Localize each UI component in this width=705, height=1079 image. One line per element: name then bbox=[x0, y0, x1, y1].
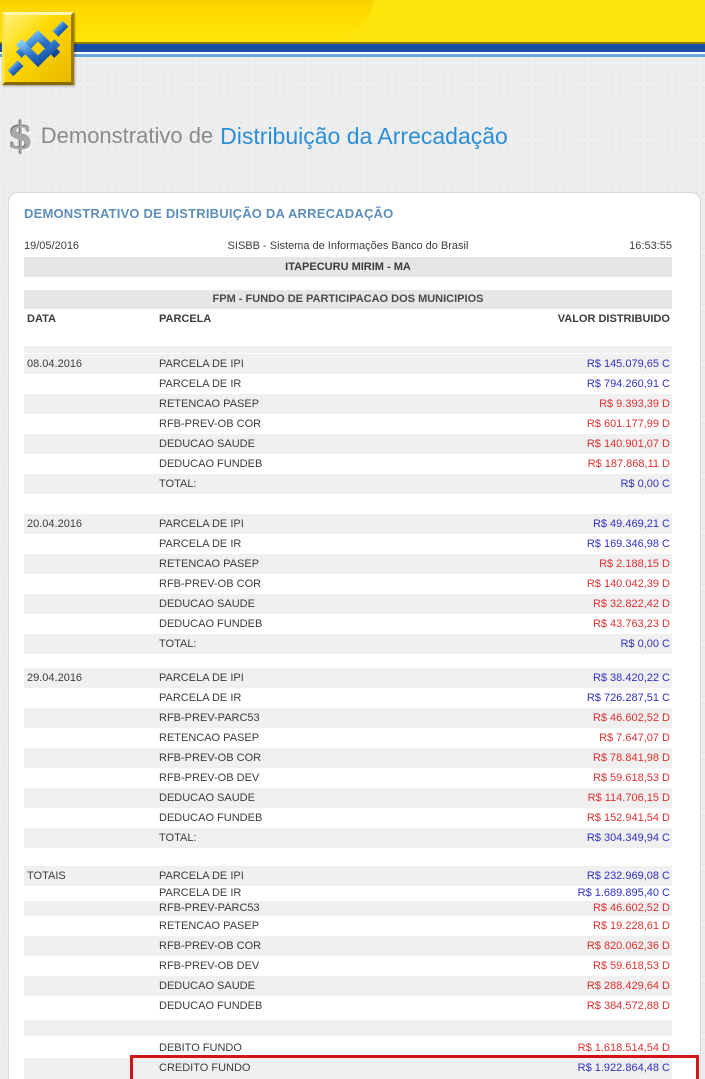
table-row bbox=[24, 688, 672, 708]
row-date: 20.04.2016 bbox=[27, 518, 83, 530]
row-date bbox=[24, 976, 159, 996]
row-value: R$ 820.062,36 D bbox=[586, 940, 670, 952]
table-blocks bbox=[24, 354, 672, 1016]
row-date bbox=[24, 594, 159, 614]
row-date bbox=[24, 534, 159, 554]
table-row bbox=[24, 808, 672, 828]
row-value: R$ 78.841,98 D bbox=[592, 752, 670, 764]
row-parcela: DEDUCAO FUNDEB bbox=[159, 1000, 263, 1012]
table-row bbox=[24, 354, 672, 374]
table-row bbox=[24, 886, 672, 901]
table-row bbox=[24, 768, 672, 788]
row-parcela: RFB-PREV-OB COR bbox=[159, 752, 262, 764]
table-row bbox=[24, 634, 672, 654]
table-row bbox=[24, 668, 672, 688]
table-column-headers bbox=[24, 309, 672, 329]
table-row bbox=[24, 866, 672, 886]
row-value: R$ 794.260,91 C bbox=[586, 378, 670, 390]
table-row bbox=[24, 708, 672, 728]
row-parcela: PARCELA DE IPI bbox=[159, 870, 244, 882]
brand-band bbox=[0, 0, 705, 42]
banco-do-brasil-logo[interactable] bbox=[2, 12, 74, 85]
row-date bbox=[24, 554, 159, 574]
row-date bbox=[24, 434, 159, 454]
row-parcela: RETENCAO PASEP bbox=[159, 558, 260, 570]
row-parcela: PARCELA DE IR bbox=[159, 887, 242, 899]
row-parcela: RFB-PREV-PARC53 bbox=[159, 902, 260, 914]
table-leading-stripe bbox=[24, 346, 672, 353]
row-parcela: PARCELA DE IPI bbox=[159, 672, 244, 684]
row-date bbox=[24, 614, 159, 634]
row-value: R$ 49.469,21 C bbox=[592, 518, 670, 530]
table-row bbox=[24, 414, 672, 434]
table-row bbox=[24, 996, 672, 1016]
row-value: R$ 304.349,94 C bbox=[586, 832, 670, 844]
column-header-parcela: PARCELA bbox=[159, 313, 212, 325]
row-date bbox=[24, 474, 159, 494]
page-title-prefix: Demonstrativo de bbox=[40, 123, 214, 148]
row-date: 29.04.2016 bbox=[27, 672, 83, 684]
table-row bbox=[24, 574, 672, 594]
date-block bbox=[24, 354, 672, 494]
row-value: R$ 38.420,22 C bbox=[592, 672, 670, 684]
row-date bbox=[24, 414, 159, 434]
table-row bbox=[24, 728, 672, 748]
table-row bbox=[24, 374, 672, 394]
row-value: R$ 288.429,64 D bbox=[586, 980, 670, 992]
row-value: R$ 114.706,15 D bbox=[587, 792, 670, 804]
row-date: TOTAIS bbox=[27, 870, 66, 882]
row-date bbox=[24, 454, 159, 474]
row-value: R$ 1.618.514,54 D bbox=[577, 1042, 670, 1054]
row-date bbox=[24, 634, 159, 654]
bb-emblem-icon bbox=[5, 15, 71, 82]
row-parcela: DEDUCAO FUNDEB bbox=[159, 812, 263, 824]
row-parcela: PARCELA DE IR bbox=[159, 692, 242, 704]
table-row bbox=[24, 916, 672, 936]
row-value: R$ 32.822,42 D bbox=[592, 598, 670, 610]
row-date: 08.04.2016 bbox=[27, 358, 83, 370]
table-row bbox=[24, 594, 672, 614]
table-row bbox=[24, 454, 672, 474]
row-value: R$ 140.042,39 D bbox=[586, 578, 670, 590]
row-parcela: DEDUCAO SAUDE bbox=[159, 438, 255, 450]
row-parcela: RFB-PREV-OB COR bbox=[159, 418, 262, 430]
row-value: R$ 384.572,88 D bbox=[586, 1000, 670, 1012]
row-date bbox=[24, 768, 159, 788]
row-date bbox=[24, 788, 159, 808]
row-date bbox=[24, 574, 159, 594]
row-value: R$ 1.689.895,40 C bbox=[577, 887, 670, 899]
row-value: R$ 59.618,53 D bbox=[592, 772, 670, 784]
row-date bbox=[24, 886, 159, 901]
table-row bbox=[24, 514, 672, 534]
row-date bbox=[24, 728, 159, 748]
row-value: R$ 152.941,54 D bbox=[586, 812, 670, 824]
row-value: R$ 43.763,23 D bbox=[592, 618, 670, 630]
row-value: R$ 601.177,99 D bbox=[586, 418, 670, 430]
row-date bbox=[24, 916, 159, 936]
row-value: R$ 187.868,11 D bbox=[587, 458, 670, 470]
page-title bbox=[8, 112, 508, 160]
row-value: R$ 0,00 C bbox=[620, 478, 670, 490]
row-date bbox=[24, 1038, 159, 1058]
row-date bbox=[24, 1058, 159, 1079]
table-row bbox=[24, 554, 672, 574]
fund-bar: FPM - FUNDO DE PARTICIPACAO DOS MUNICIPIOS bbox=[24, 290, 672, 309]
table-row bbox=[24, 614, 672, 634]
row-parcela: RETENCAO PASEP bbox=[159, 398, 260, 410]
table-row bbox=[24, 1058, 672, 1079]
table-row bbox=[24, 976, 672, 996]
row-date bbox=[24, 688, 159, 708]
table-row bbox=[24, 474, 672, 494]
row-parcela: DEDUCAO SAUDE bbox=[159, 980, 255, 992]
divider-lightblue-line bbox=[0, 54, 705, 57]
row-parcela: PARCELA DE IR bbox=[159, 378, 242, 390]
row-parcela: RFB-PREV-OB COR bbox=[159, 940, 262, 952]
row-parcela: RFB-PREV-OB DEV bbox=[159, 772, 260, 784]
row-value: R$ 46.602,52 D bbox=[592, 712, 670, 724]
table-row bbox=[24, 956, 672, 976]
row-value: R$ 9.393,39 D bbox=[599, 398, 670, 410]
table-row bbox=[24, 788, 672, 808]
row-date bbox=[24, 996, 159, 1016]
row-date bbox=[24, 748, 159, 768]
row-value: R$ 726.287,51 C bbox=[586, 692, 670, 704]
row-date bbox=[24, 828, 159, 848]
divider-navy-band bbox=[0, 44, 705, 52]
row-value: R$ 1.922.864,48 C bbox=[577, 1062, 670, 1074]
row-parcela: RFB-PREV-OB DEV bbox=[159, 960, 260, 972]
row-parcela: DEDUCAO FUNDEB bbox=[159, 618, 263, 630]
row-parcela: PARCELA DE IR bbox=[159, 538, 242, 550]
row-date bbox=[24, 901, 159, 916]
row-parcela: TOTAL: bbox=[159, 832, 197, 844]
date-block bbox=[24, 668, 672, 848]
date-block bbox=[24, 514, 672, 654]
table-row bbox=[24, 901, 672, 916]
table-row bbox=[24, 828, 672, 848]
row-date bbox=[24, 936, 159, 956]
row-parcela: DEDUCAO FUNDEB bbox=[159, 458, 263, 470]
date-block bbox=[24, 866, 672, 1016]
report-time: 16:53:55 bbox=[629, 240, 672, 252]
row-date bbox=[24, 374, 159, 394]
row-parcela: RFB-PREV-PARC53 bbox=[159, 712, 260, 724]
municipality-bar: ITAPECURU MIRIM - MA bbox=[24, 257, 672, 277]
currency-dollar-icon: $ bbox=[8, 113, 34, 158]
report-info-row bbox=[24, 239, 672, 254]
row-parcela: RETENCAO PASEP bbox=[159, 732, 260, 744]
table-row bbox=[24, 434, 672, 454]
column-header-data: DATA bbox=[27, 313, 56, 325]
table-row bbox=[24, 534, 672, 554]
table-row bbox=[24, 748, 672, 768]
page-title-main: Distribuição da Arrecadação bbox=[220, 122, 508, 149]
row-parcela: RFB-PREV-OB COR bbox=[159, 578, 262, 590]
row-parcela: TOTAL: bbox=[159, 638, 197, 650]
report-date: 19/05/2016 bbox=[24, 240, 80, 252]
footer-spacer-row bbox=[24, 1020, 672, 1036]
row-value: R$ 140.901,07 D bbox=[586, 438, 670, 450]
row-value: R$ 169.346,98 C bbox=[586, 538, 670, 550]
row-date bbox=[24, 956, 159, 976]
row-date bbox=[24, 394, 159, 414]
row-value: R$ 59.618,53 D bbox=[592, 960, 670, 972]
system-name: SISBB - Sistema de Informações Banco do Brasil bbox=[227, 240, 469, 252]
row-parcela: RETENCAO PASEP bbox=[159, 920, 260, 932]
column-header-valor: VALOR DISTRIBUIDO bbox=[557, 313, 670, 325]
row-parcela: DEBITO FUNDO bbox=[159, 1042, 242, 1054]
row-parcela: PARCELA DE IPI bbox=[159, 518, 244, 530]
row-value: R$ 0,00 C bbox=[620, 638, 670, 650]
row-parcela: CREDITO FUNDO bbox=[159, 1062, 251, 1074]
row-value: R$ 232.969,08 C bbox=[586, 870, 670, 882]
table-row bbox=[24, 936, 672, 956]
row-value: R$ 2.188,15 D bbox=[599, 558, 670, 570]
row-parcela: PARCELA DE IPI bbox=[159, 358, 244, 370]
row-value: R$ 7.647,07 D bbox=[599, 732, 670, 744]
row-parcela: TOTAL: bbox=[159, 478, 197, 490]
row-date bbox=[24, 708, 159, 728]
row-value: R$ 19.228,61 D bbox=[592, 920, 670, 932]
report-title: DEMONSTRATIVO DE DISTRIBUIÇÃO DA ARRECADAÇÃO bbox=[24, 206, 394, 221]
row-date bbox=[24, 808, 159, 828]
table-row bbox=[24, 1038, 672, 1058]
row-value: R$ 145.079,65 C bbox=[586, 358, 670, 370]
table-footer bbox=[24, 1020, 672, 1079]
report-panel bbox=[8, 192, 701, 1079]
row-parcela: DEDUCAO SAUDE bbox=[159, 792, 255, 804]
table-row bbox=[24, 394, 672, 414]
row-value: R$ 46.602,52 D bbox=[592, 902, 670, 914]
row-parcela: DEDUCAO SAUDE bbox=[159, 598, 255, 610]
